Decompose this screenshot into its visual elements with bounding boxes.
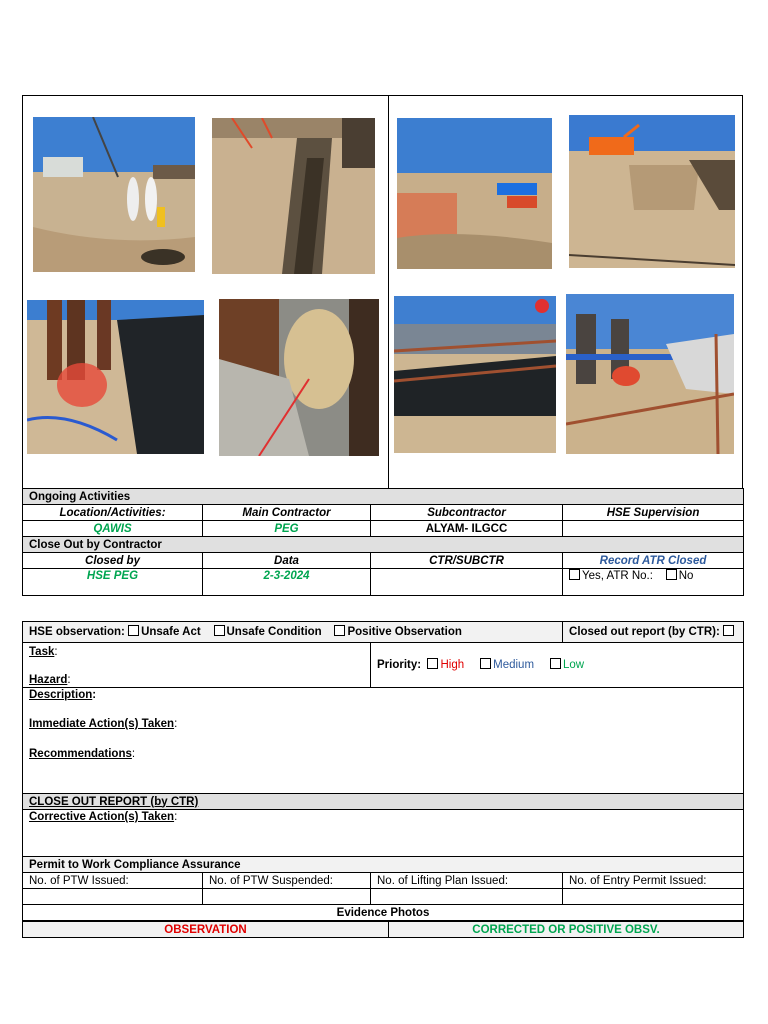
site-photo-1 bbox=[33, 117, 195, 272]
header-ctr-subctr: CTR/SUBCTR bbox=[371, 553, 563, 569]
header-hse-supervision: HSE Supervision bbox=[563, 505, 744, 521]
unsafe-act-checkbox[interactable] bbox=[128, 625, 139, 636]
unsafe-condition-label: Unsafe Condition bbox=[226, 626, 322, 638]
medium-priority-label: Medium bbox=[493, 659, 535, 671]
observation-header: OBSERVATION bbox=[23, 922, 389, 938]
hse-observation-form bbox=[22, 621, 743, 938]
header-data: Data bbox=[203, 553, 371, 569]
closeout-report-title: CLOSE OUT REPORT (by CTR) bbox=[23, 794, 744, 810]
description-label: Description bbox=[29, 689, 93, 701]
activities-table bbox=[22, 488, 743, 596]
medium-priority-checkbox[interactable] bbox=[480, 658, 491, 669]
hse-observation-label: HSE observation: bbox=[29, 626, 125, 638]
site-photo-3 bbox=[397, 118, 552, 269]
task-hazard-cell: Task: Hazard: bbox=[23, 643, 371, 688]
value-location: QAWIS bbox=[23, 521, 203, 537]
value-subcontractor: ALYAM- ILGCC bbox=[371, 521, 563, 537]
ongoing-title: Ongoing Activities bbox=[23, 489, 744, 505]
site-photo-5 bbox=[27, 300, 204, 454]
header-location: Location/Activities: bbox=[23, 505, 203, 521]
recommendations-label: Recommendations bbox=[29, 748, 132, 760]
atr-options bbox=[563, 569, 744, 596]
corrective-action-label: Corrective Action(s) Taken bbox=[29, 811, 175, 823]
atr-no-label: No bbox=[678, 570, 694, 582]
priority-label: Priority: bbox=[377, 659, 422, 671]
ptw-issued-label: No. of PTW Issued: bbox=[23, 873, 203, 889]
value-hse-supervision bbox=[563, 521, 744, 537]
header-subcontractor: Subcontractor bbox=[371, 505, 563, 521]
ptw-title: Permit to Work Compliance Assurance bbox=[23, 857, 744, 873]
site-photo-6 bbox=[219, 299, 379, 456]
entry-permit-label: No. of Entry Permit Issued: bbox=[563, 873, 744, 889]
description-cell: Description: Immediate Action(s) Taken: Recommendations: bbox=[23, 688, 744, 794]
unsafe-act-label: Unsafe Act bbox=[141, 626, 201, 638]
lifting-plan-label: No. of Lifting Plan Issued: bbox=[371, 873, 563, 889]
task-label: Task bbox=[29, 646, 55, 658]
low-priority-checkbox[interactable] bbox=[550, 658, 561, 669]
closeout-title: Close Out by Contractor bbox=[23, 537, 744, 553]
header-main-contractor: Main Contractor bbox=[203, 505, 371, 521]
high-priority-label: High bbox=[440, 659, 465, 671]
hazard-label: Hazard bbox=[29, 674, 68, 686]
immediate-action-label: Immediate Action(s) Taken bbox=[29, 718, 175, 730]
header-closed-by: Closed by bbox=[23, 553, 203, 569]
value-data: 2-3-2024 bbox=[203, 569, 371, 596]
site-photo-4 bbox=[569, 115, 735, 268]
header-record-atr: Record ATR Closed bbox=[563, 553, 744, 569]
ptw-suspended-label: No. of PTW Suspended: bbox=[203, 873, 371, 889]
corrected-header: CORRECTED OR POSITIVE OBSV. bbox=[389, 922, 744, 938]
closed-out-label: Closed out report (by CTR): bbox=[569, 626, 720, 638]
positive-observation-checkbox[interactable] bbox=[334, 625, 345, 636]
atr-no-checkbox[interactable] bbox=[666, 569, 677, 580]
ptw-suspended-value[interactable] bbox=[203, 889, 371, 905]
ptw-issued-value[interactable] bbox=[23, 889, 203, 905]
evidence-photos-title: Evidence Photos bbox=[23, 905, 744, 921]
site-photo-8 bbox=[566, 294, 734, 454]
positive-observation-label: Positive Observation bbox=[347, 626, 462, 638]
closed-out-cell bbox=[563, 622, 744, 643]
unsafe-condition-checkbox[interactable] bbox=[214, 625, 225, 636]
value-main-contractor: PEG bbox=[203, 521, 371, 537]
atr-yes-checkbox[interactable] bbox=[569, 569, 580, 580]
low-priority-label: Low bbox=[563, 659, 585, 671]
site-photo-2 bbox=[212, 118, 375, 274]
corrective-action-cell: Corrective Action(s) Taken: bbox=[23, 810, 744, 857]
value-ctr-subctr bbox=[371, 569, 563, 596]
observation-type-row bbox=[23, 622, 563, 643]
closed-out-checkbox[interactable] bbox=[723, 625, 734, 636]
entry-permit-value[interactable] bbox=[563, 889, 744, 905]
high-priority-checkbox[interactable] bbox=[427, 658, 438, 669]
atr-yes-label: Yes, ATR No.: bbox=[582, 570, 653, 582]
photo-divider bbox=[388, 96, 389, 489]
priority-cell bbox=[371, 643, 744, 688]
site-photo-7 bbox=[394, 296, 556, 453]
lifting-plan-value[interactable] bbox=[371, 889, 563, 905]
value-closed-by: HSE PEG bbox=[23, 569, 203, 596]
